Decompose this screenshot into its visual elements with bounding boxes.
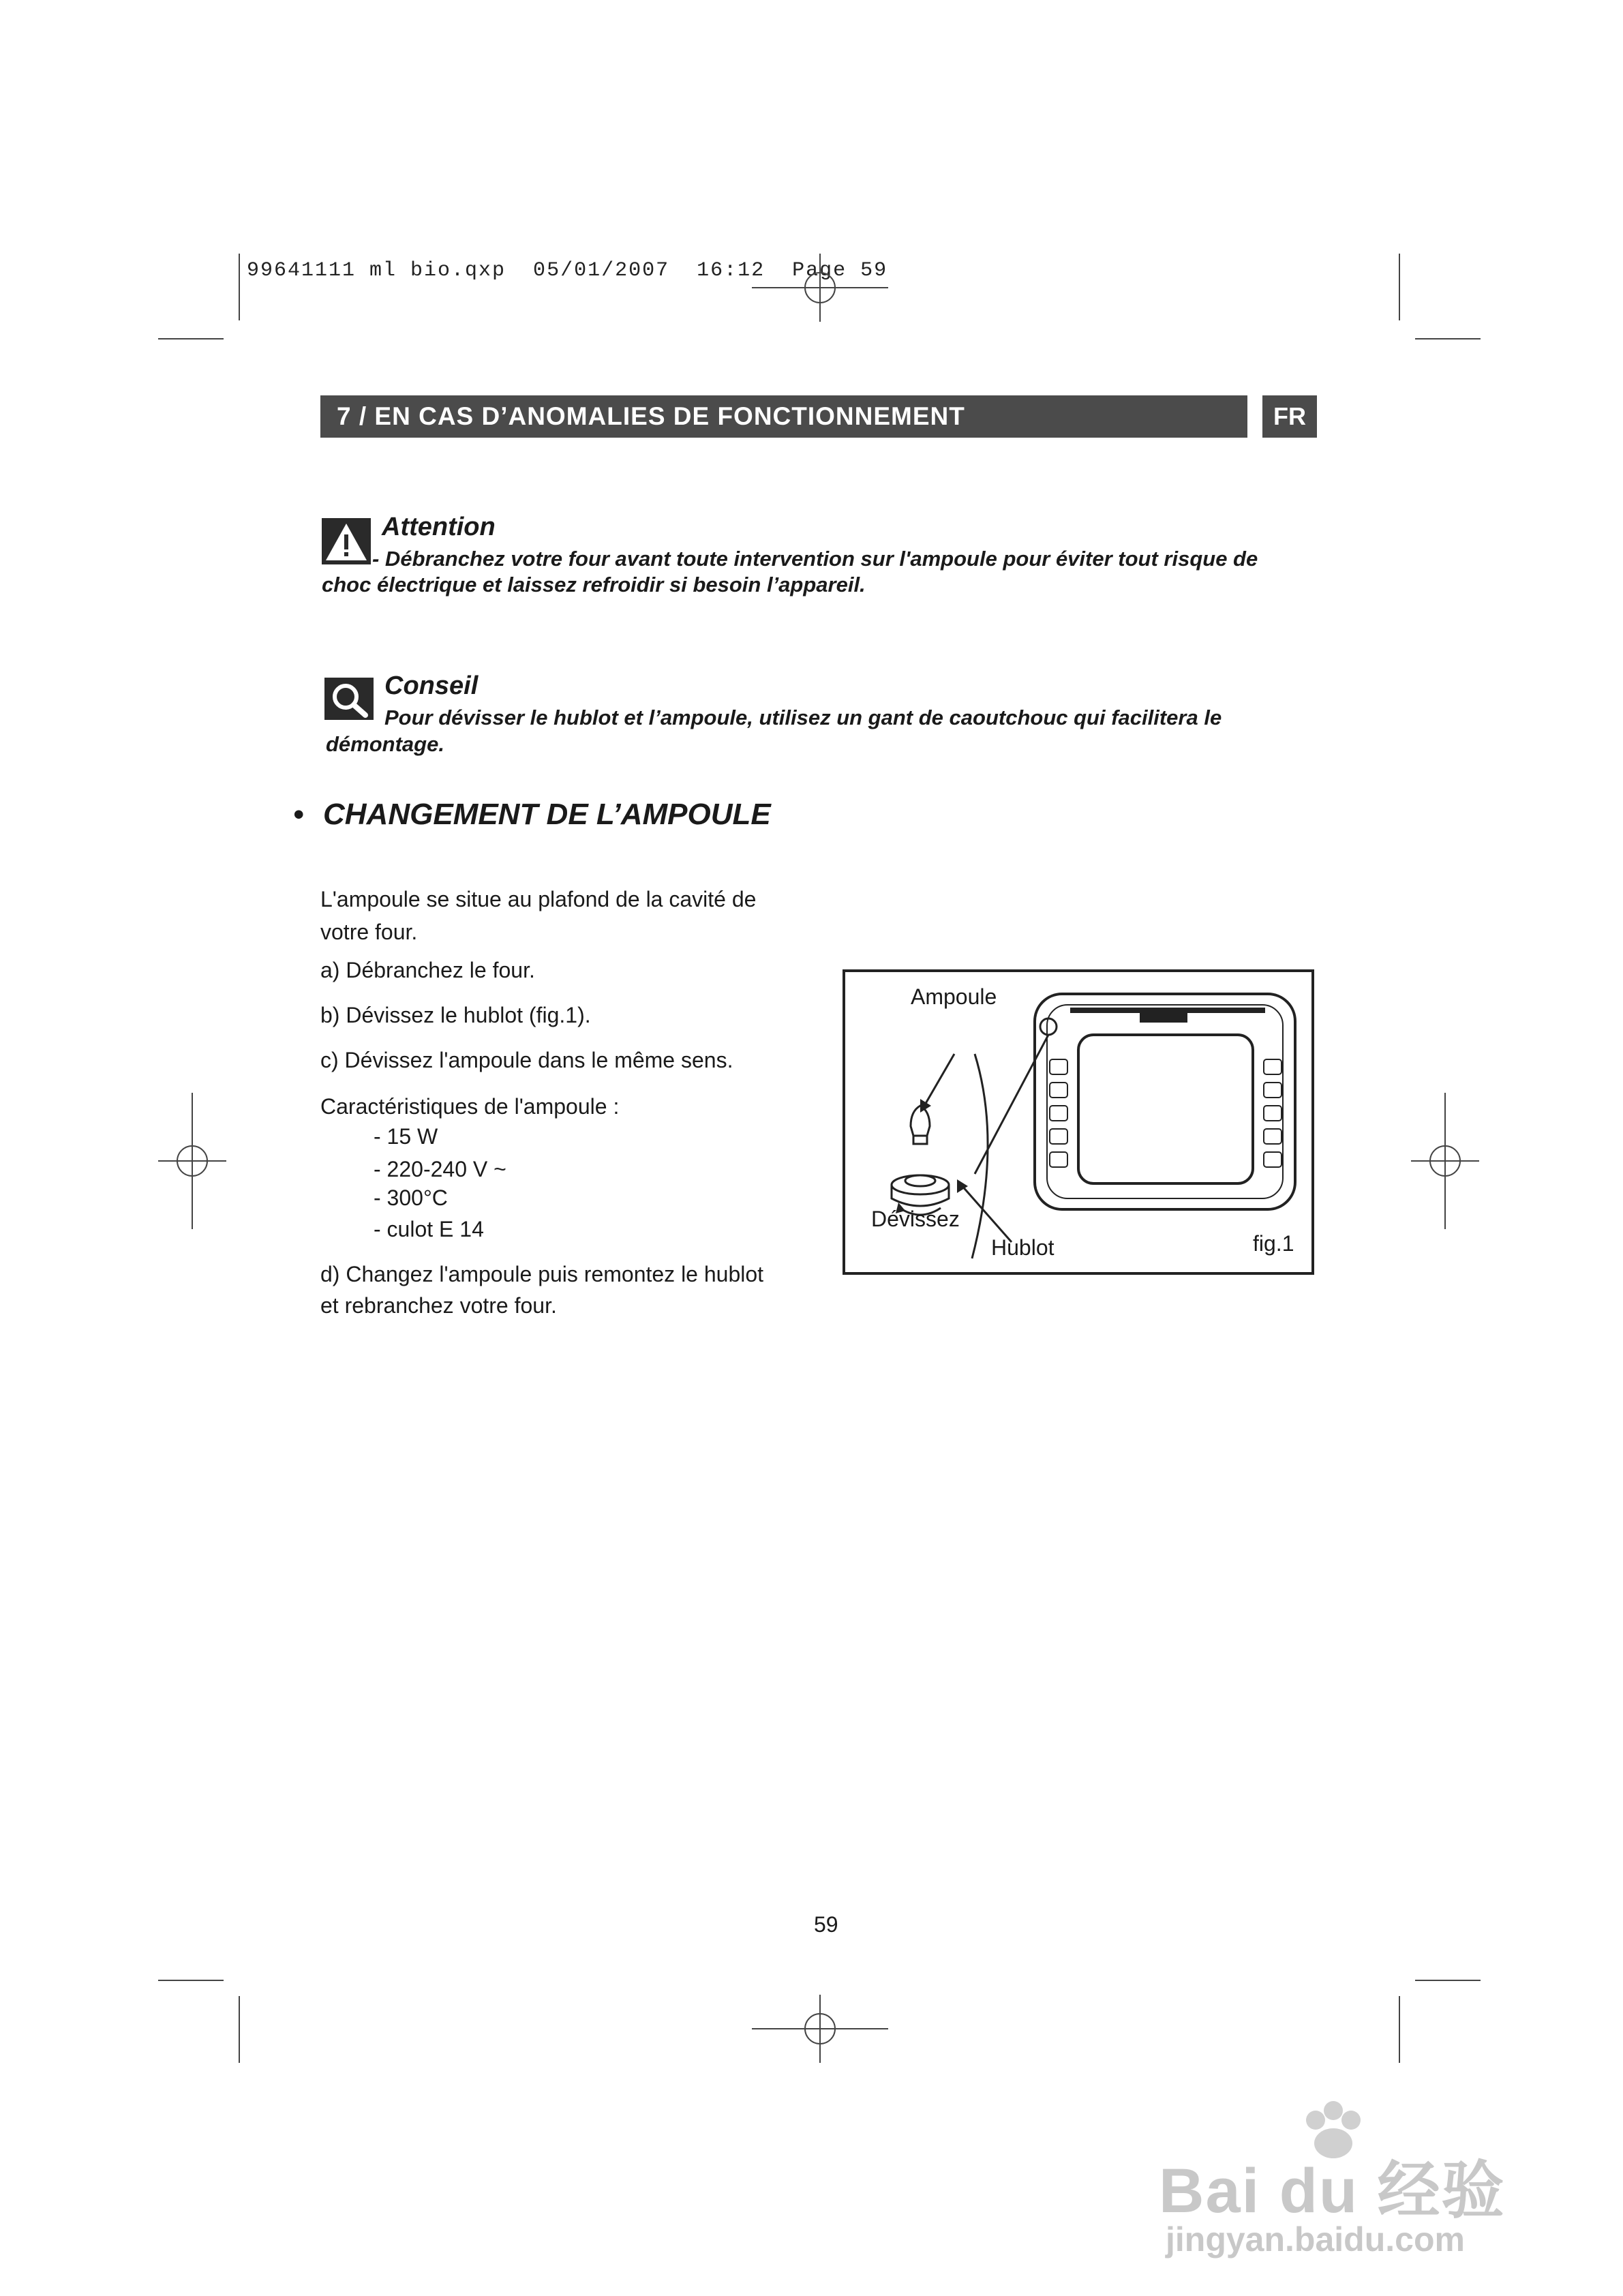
figure-caption: fig.1 [1253,1231,1294,1256]
registration-mark-icon [750,1995,890,2063]
registration-mark-icon [750,254,890,322]
crop-mark [1399,254,1400,320]
attention-line-1: - Débranchez votre four avant toute intervention sur l'ampoule pour éviter tout risque de [372,547,1258,571]
crop-mark [1415,1980,1481,1981]
page-number: 59 [814,1912,838,1937]
section-header: 7 / EN CAS D’ANOMALIES DE FONCTIONNEMENT [320,395,1247,438]
intro-line-2: votre four. [320,920,418,944]
magnifier-icon [324,678,374,720]
language-badge: FR [1262,395,1317,438]
figure-1 [843,969,1314,1275]
figure-label-ampoule: Ampoule [911,984,997,1009]
print-slug: 99641111 ml bio.qxp 05/01/2007 16:12 Page 59 [247,259,888,282]
spec-item: - 220-240 V ~ [374,1157,506,1181]
attention-line-2: choc électrique et laissez refroidir si besoin l’appareil. [322,573,866,596]
step-a: a) Débranchez le four. [320,958,535,982]
step-d-line-1: d) Changez l'ampoule puis remontez le hublot [320,1262,764,1286]
section-bullet: • [293,798,304,831]
step-b: b) Dévissez le hublot (fig.1). [320,1003,591,1027]
crop-mark [158,338,224,339]
figure-label-devissez: Dévissez [871,1207,960,1231]
baidu-watermark [1159,2100,1541,2263]
conseil-line-2: démontage. [326,732,444,756]
warning-icon [322,518,371,564]
crop-mark [158,1980,224,1981]
step-d-line-2: et rebranchez votre four. [320,1293,557,1318]
watermark-brand: Bai du 经验 [1159,2156,1506,2226]
watermark-url: jingyan.baidu.com [1166,2220,1465,2259]
crop-mark [239,1996,240,2063]
crop-mark [1415,338,1481,339]
intro-line-1: L'ampoule se situe au plafond de la cavité de [320,887,757,911]
registration-mark-icon [158,1091,226,1231]
step-c: c) Dévissez l'ampoule dans le même sens. [320,1048,733,1072]
registration-mark-icon [1411,1091,1479,1231]
figure-label-hublot: Hublot [991,1235,1055,1260]
crop-mark [239,254,240,320]
attention-title: Attention [382,513,496,541]
conseil-line-1: Pour dévisser le hublot et l’ampoule, utilisez un gant de caoutchouc qui facilitera le [384,706,1222,729]
crop-mark [1399,1996,1400,2063]
specs-title: Caractéristiques de l'ampoule : [320,1094,620,1119]
spec-item: - 300°C [374,1185,448,1210]
section-title: CHANGEMENT DE L’AMPOULE [323,798,771,831]
conseil-title: Conseil [384,671,479,700]
spec-item: - 15 W [374,1124,438,1149]
spec-item: - culot E 14 [374,1217,484,1241]
